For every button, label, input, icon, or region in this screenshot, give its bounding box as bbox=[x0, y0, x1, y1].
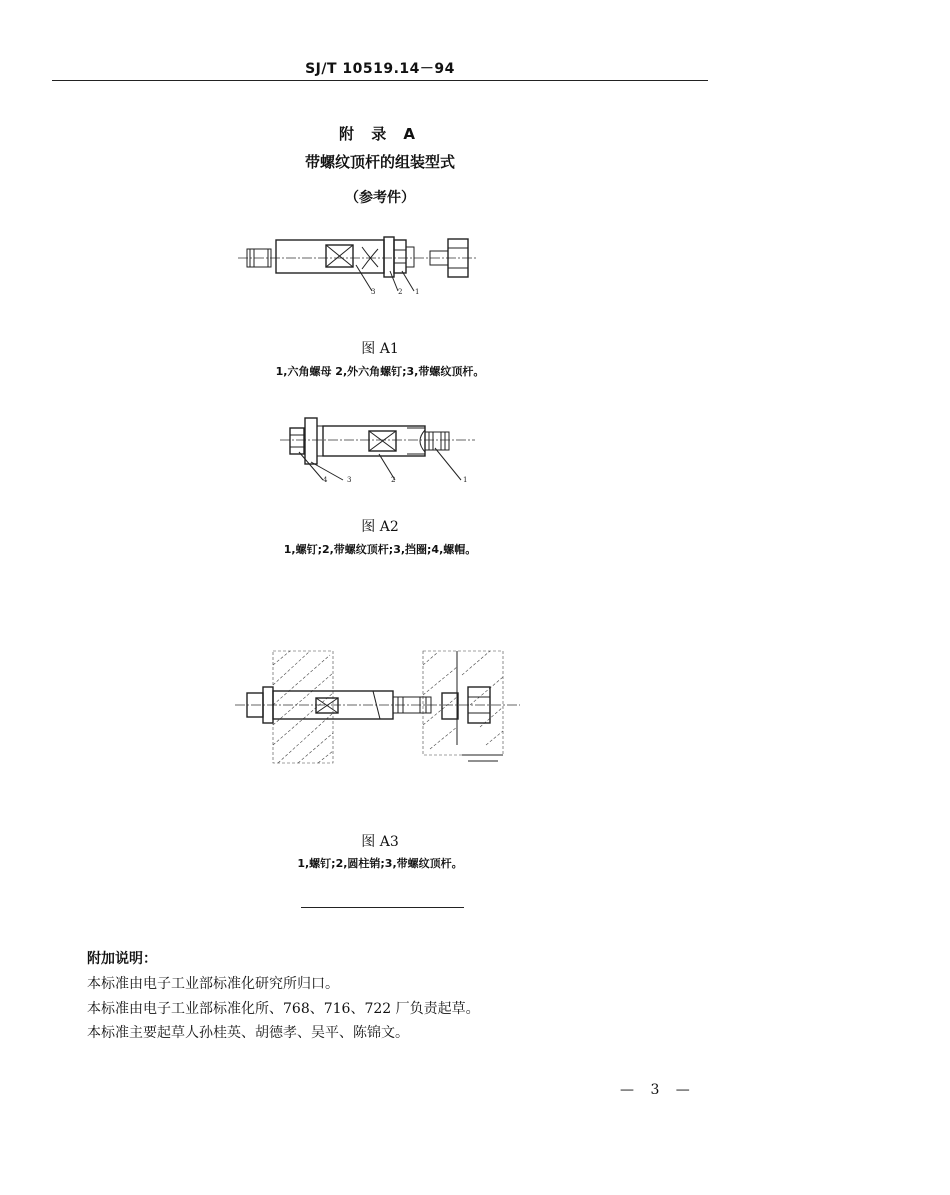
figure-a2-callout-1: 1 bbox=[463, 476, 468, 484]
figure-a2-label: 图 A2 bbox=[361, 519, 399, 535]
figure-a1-drawing bbox=[230, 225, 490, 305]
figure-a3-drawing bbox=[230, 645, 530, 775]
appendix-note: （参考件） bbox=[345, 190, 415, 206]
figure-a2-caption: 1,螺钉;2,带螺纹顶杆;3,挡圈;4,螺帽。 bbox=[283, 543, 477, 556]
note-line: 本标准主要起草人孙桂英、胡德孝、吴平、陈锦文。 bbox=[87, 1025, 409, 1041]
notes-title: 附加说明： bbox=[87, 951, 157, 967]
figure-a2-callout-3: 3 bbox=[347, 476, 352, 484]
figure-a1-callout-3: 3 bbox=[371, 288, 376, 296]
appendix-subtitle: 带螺纹顶杆的组装型式 bbox=[304, 153, 455, 171]
figure-a1-caption: 1,六角螺母 2,外六角螺钉;3,带螺纹顶杆。 bbox=[275, 365, 485, 378]
note-line: 本标准由电子工业部标准化所、768、716、722 厂负责起草。 bbox=[87, 1001, 480, 1017]
appendix-title: 附 录 A bbox=[338, 125, 422, 143]
page-number: — 3 — bbox=[620, 1082, 696, 1098]
figure-a3-label: 图 A3 bbox=[361, 834, 399, 850]
figure-a1-callout-2: 2 bbox=[398, 288, 403, 296]
figure-a2-callout-2: 2 bbox=[391, 476, 396, 484]
standard-number: SJ/T 10519.14－94 bbox=[305, 61, 455, 77]
header-rule bbox=[52, 80, 708, 81]
note-line: 本标准由电子工业部标准化研究所归口。 bbox=[87, 976, 339, 992]
figure-a1-label: 图 A1 bbox=[361, 341, 399, 357]
figure-a2-drawing bbox=[275, 410, 495, 490]
section-divider bbox=[301, 907, 464, 908]
figure-a1-callout-1: 1 bbox=[415, 288, 420, 296]
figure-a2-callout-4: 4 bbox=[323, 476, 328, 484]
figure-a3-caption: 1,螺钉;2,圆柱销;3,带螺纹顶杆。 bbox=[297, 857, 463, 870]
